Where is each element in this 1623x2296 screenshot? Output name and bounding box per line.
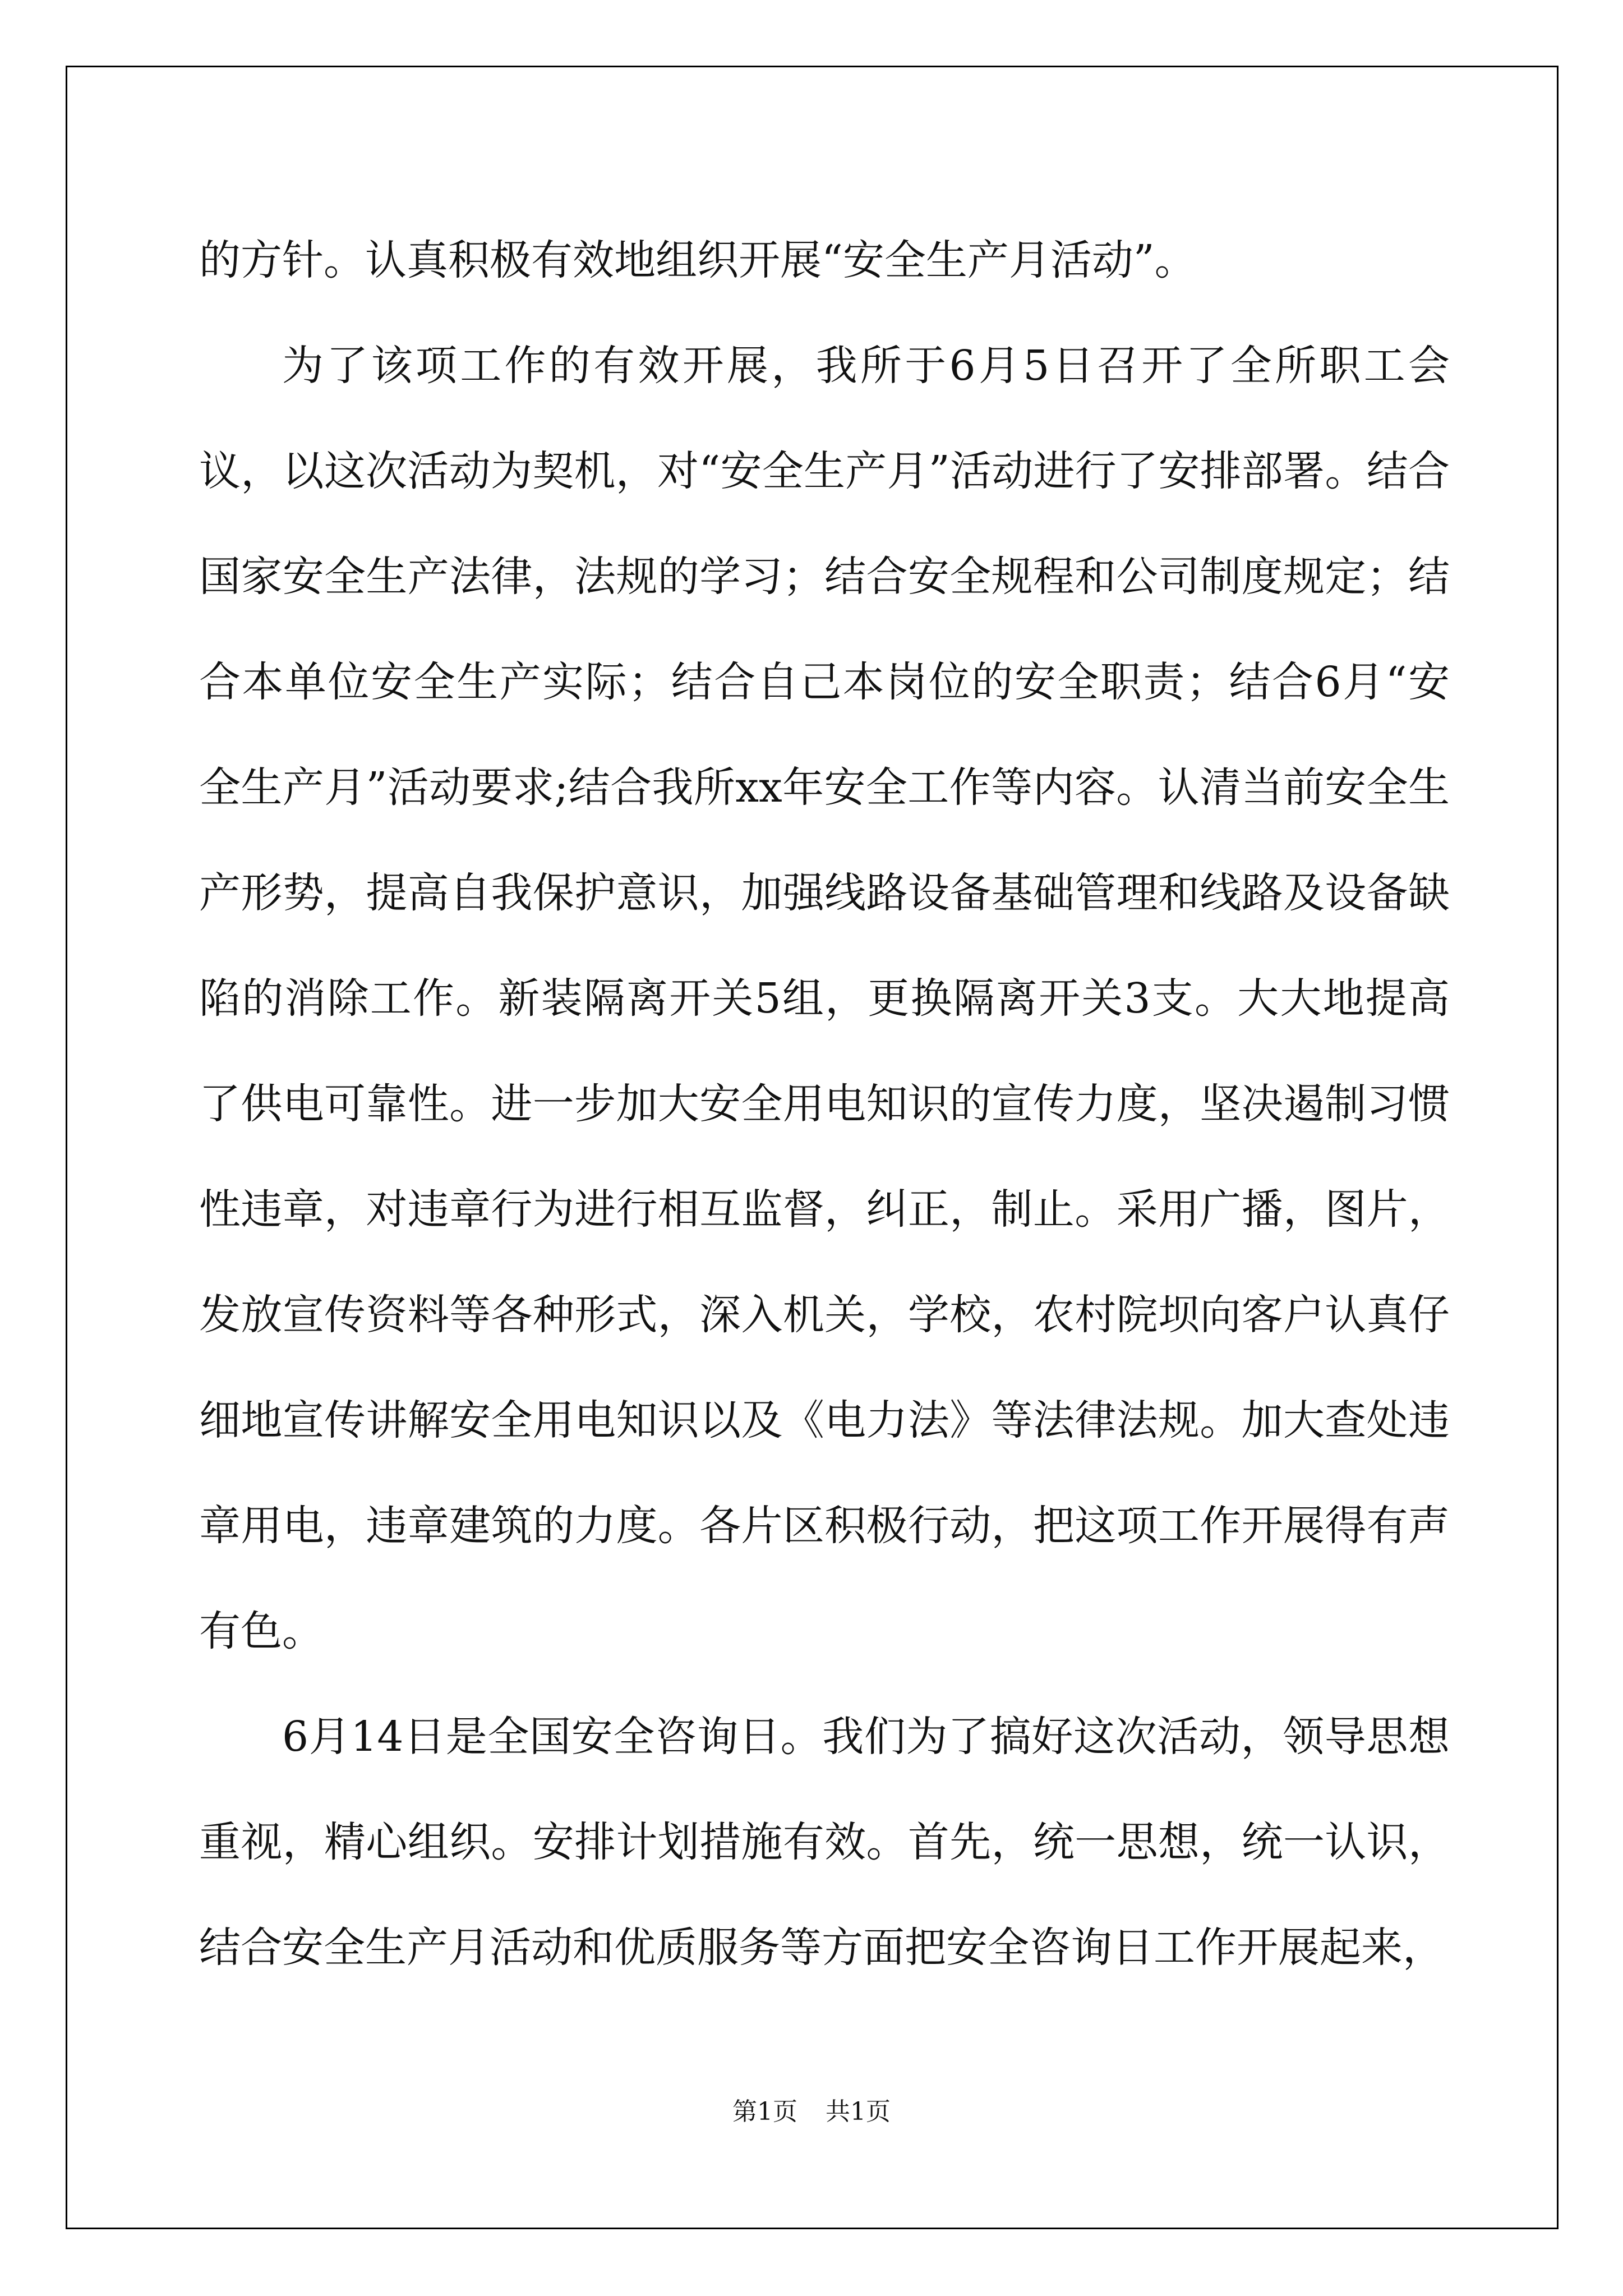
paragraph-3: 6月14日是全国安全咨询日。我们为了搞好这次活动，领导思想重视，精心组织。安排计划措施有效。首先，统一思想，统一认识，结合安全生产月活动和优质服务等方面把安全咨询日工作开展起来， (199, 1713, 1450, 1972)
page-number-current: 第1页 (732, 2097, 797, 2126)
paragraph-1: 的方针。认真积极有效地组织开展“安全生产月活动”。 (199, 236, 1196, 284)
page-number-total: 共1页 (826, 2097, 891, 2126)
document-body (199, 208, 1450, 2000)
page-footer (0, 2095, 1623, 2129)
paragraph-2: 为了该项工作的有效开展，我所于6月5日召开了全所职工会议，以这次活动为契机，对“安全生产月”活动进行了安排部署。结合国家安全生产法律，法规的学习；结合安全规程和公司制度规定；结合本单位安全生产实际；结合自己本岗位的安全职责；结合6月“安全生产月”活动要求;结合我所xx年安全工作等内容。认清当前安全生产形势，提高自我保护意识，加强线路设备基础管理和线路及设备缺陷的消除工作。新装隔离开关5组，更换隔离开关3支。大大地提高了供电可靠性。进一步加大安全用电知识的宣传力度，坚决遏制习惯性违章，对违章行为进行相互监督，纠正，制止。采用广播，图片，发放宣传资料等各种形式，深入机关，学校，农村院坝向客户认真仔细地宣传讲解安全用电知识以及《电力法》等法律法规。加大查处违章用电，违章建筑的力度。各片区积极行动，把这项工作开展得有声有色。 (199, 342, 1450, 1655)
